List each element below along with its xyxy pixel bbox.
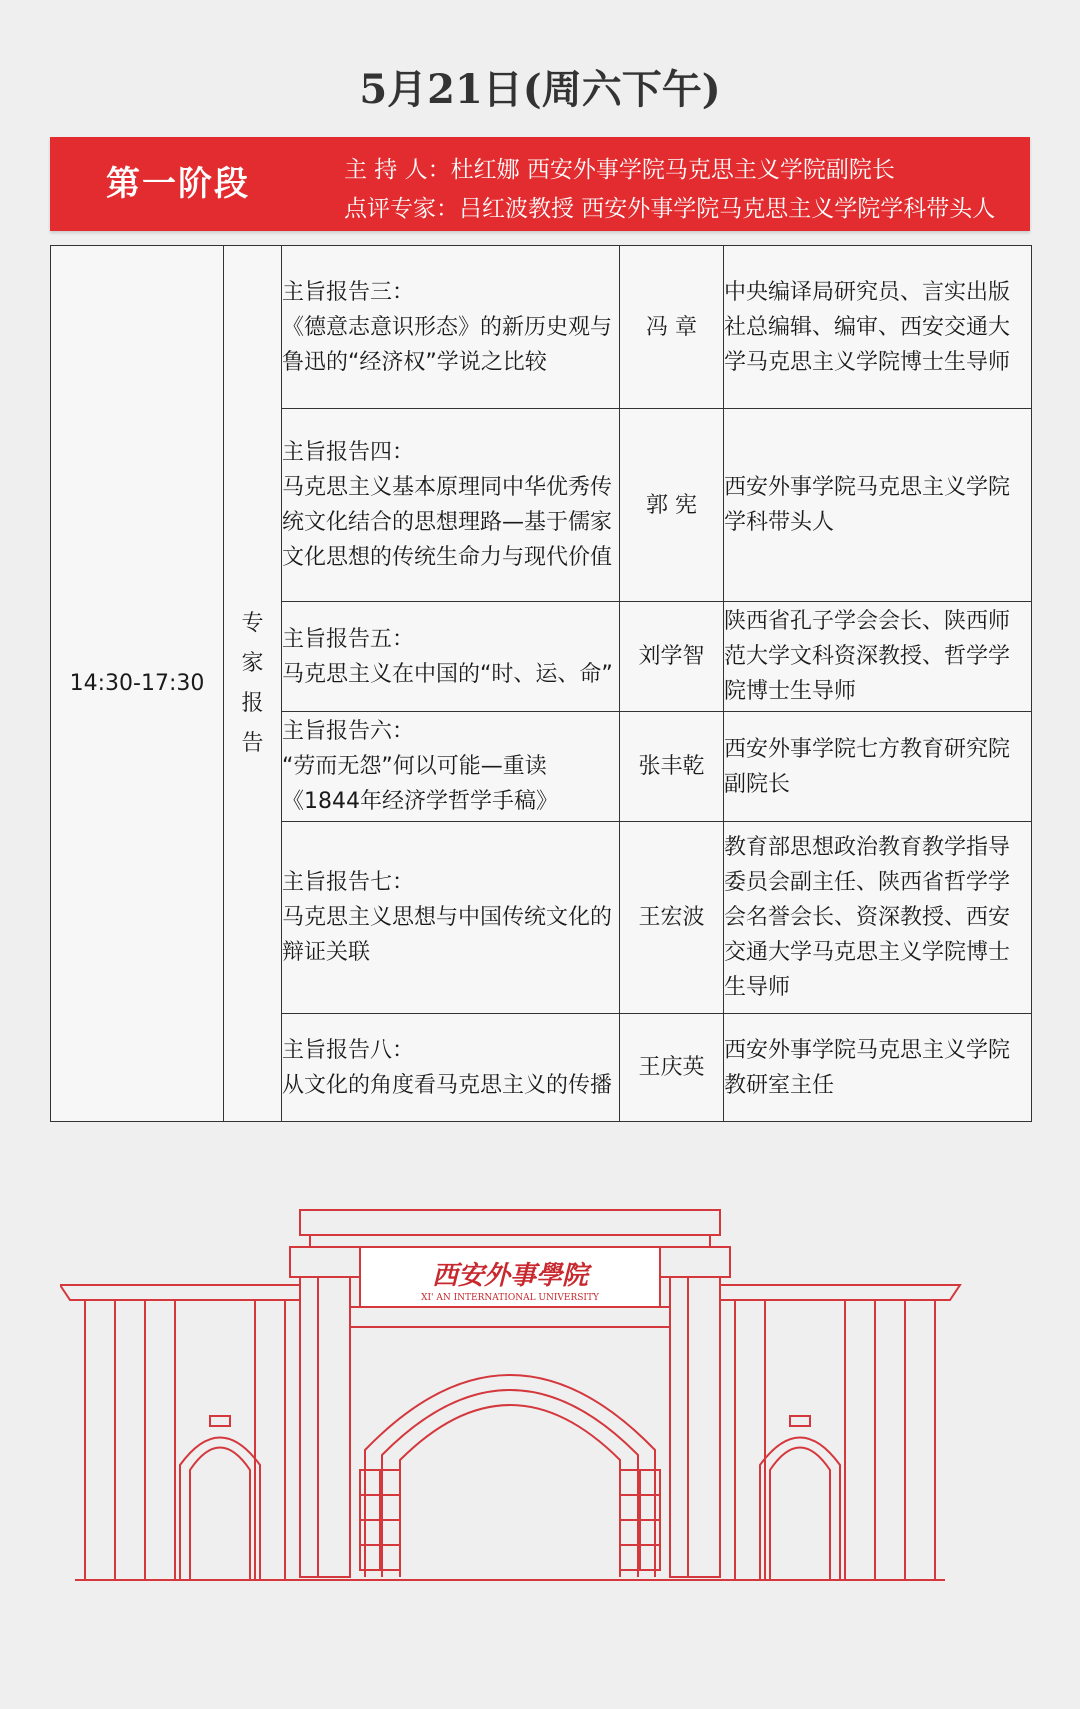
speaker-cell: 王宏波 — [620, 822, 724, 1014]
schedule-table — [50, 245, 1032, 1122]
topic-text: 马克思主义基本原理同中华优秀传统文化结合的思想理路—基于儒家文化思想的传统生命力与现代价值 — [282, 475, 613, 570]
topic-text: 马克思主义在中国的“时、运、命” — [282, 661, 613, 687]
table-row — [51, 246, 1032, 409]
speaker-cell: 张丰乾 — [620, 712, 724, 822]
topic-text: 《德意志意识形态》的新历史观与鲁迅的“经济权”学说之比较 — [282, 314, 613, 375]
topic-text: “劳而无怨”何以可能—重读《1844年经济学哲学手稿》 — [282, 754, 558, 814]
speaker-title-cell: 教育部思想政治教育教学指导委员会副主任、陕西省哲学学会名誉会长、资深教授、西安交通大学马克思主义学院博士生导师 — [724, 822, 1032, 1014]
topic-cell — [282, 409, 620, 602]
stage-name: 第一阶段 — [106, 164, 250, 204]
page-title: 5月21日(周六下午) — [359, 66, 721, 113]
topic-text: 从文化的角度看马克思主义的传播 — [282, 1072, 613, 1098]
speaker-cell: 冯 章 — [620, 246, 724, 409]
speaker-title-cell: 西安外事学院七方教育研究院副院长 — [724, 712, 1032, 822]
speaker-title-cell: 中央编译局研究员、言实出版社总编辑、编审、西安交通大学马克思主义学院博士生导师 — [724, 246, 1032, 409]
topic-cell — [282, 822, 620, 1014]
reviewer-line: 点评专家：吕红波教授 西安外事学院马克思主义学院学科带头人 — [344, 196, 996, 222]
category-cell — [224, 246, 282, 1122]
topic-head: 主旨报告三： — [282, 279, 415, 305]
topic-text: 马克思主义思想与中国传统文化的辩证关联 — [282, 905, 613, 965]
time-cell: 14:30-17:30 — [51, 246, 224, 1122]
university-gate-illustration — [60, 1200, 1050, 1620]
topic-head: 主旨报告四： — [282, 440, 415, 465]
university-name-en: XI' AN INTERNATIONAL UNIVERSITY — [421, 1293, 599, 1303]
topic-head: 主旨报告七： — [282, 870, 415, 895]
category-text: 专家报告 — [241, 610, 264, 756]
host-line: 主 持 人：杜红娜 西安外事学院马克思主义学院副院长 — [344, 157, 895, 183]
stage-banner — [50, 137, 1030, 231]
topic-cell — [282, 712, 620, 822]
speaker-title-cell: 西安外事学院马克思主义学院学科带头人 — [724, 409, 1032, 602]
topic-cell — [282, 246, 620, 409]
topic-head: 主旨报告五： — [282, 626, 415, 652]
speaker-title-cell: 陕西省孔子学会会长、陕西师范大学文科资深教授、哲学学院博士生导师 — [724, 602, 1032, 712]
topic-head: 主旨报告六： — [282, 719, 415, 744]
speaker-title-cell: 西安外事学院马克思主义学院教研室主任 — [724, 1014, 1032, 1122]
speaker-cell: 王庆英 — [620, 1014, 724, 1122]
university-name-cn: 西安外事學院 — [431, 1261, 589, 1291]
speaker-cell: 郭 宪 — [620, 409, 724, 602]
speaker-cell: 刘学智 — [620, 602, 724, 712]
topic-cell — [282, 602, 620, 712]
topic-cell — [282, 1014, 620, 1122]
topic-head: 主旨报告八： — [282, 1037, 415, 1063]
